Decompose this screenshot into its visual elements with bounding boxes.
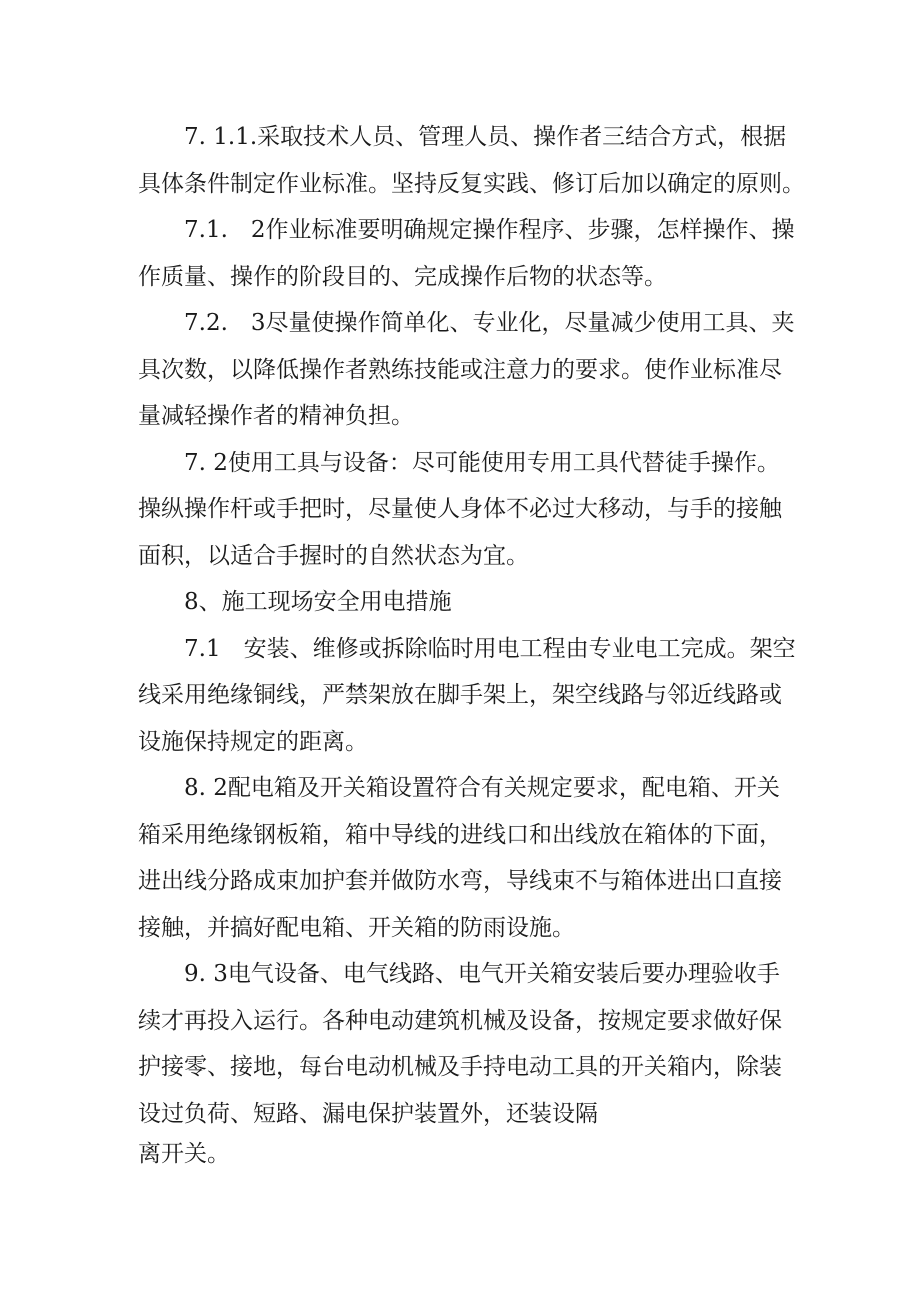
paragraph-7-1-1 <box>138 114 805 207</box>
text-line: 护接零、接地，每台电动机械及手持电动工具的开关箱内，除装 <box>138 1054 782 1080</box>
text-line: 进出线分路成束加护套并做防水弯，导线束不与箱体进出口直接 <box>138 868 782 894</box>
text-line: 离开关。 <box>138 1141 230 1167</box>
text-line: 量减轻操作者的精神负担。 <box>138 403 414 429</box>
text-line: 7.1. 2作业标准要明确规定操作程序、步骤，怎样操作、操 <box>184 217 795 243</box>
section-heading-8 <box>138 579 790 626</box>
paragraph-tail <box>138 1137 790 1171</box>
text-line: 作质量、操作的阶段目的、完成操作后物的状态等。 <box>138 263 667 290</box>
text-line: 续才再投入运行。各种电动建筑机械及设备，按规定要求做好保 <box>138 1007 782 1034</box>
paragraph-7-2-3 <box>138 300 795 440</box>
text-line: 具体条件制定作业标准。坚持反复实践、修订后加以确定的原则。 <box>138 170 805 197</box>
paragraph-9-3 <box>138 951 790 1137</box>
text-line: 线采用绝缘铜线，严禁架放在脚手架上，架空线路与邻近线路或 <box>138 682 782 708</box>
text-line: 设过负荷、短路、漏电保护装置外，还装设隔 <box>138 1100 598 1127</box>
text-line: 7. 2使用工具与设备：尽可能使用专用工具代替徒手操作。 <box>184 449 780 476</box>
document-body <box>138 114 805 1171</box>
paragraph-7-2 <box>138 440 790 580</box>
text-line: 设施保持规定的距离。 <box>138 728 368 755</box>
text-line: 8、施工现场安全用电措施 <box>184 589 452 615</box>
paragraph-7-1-2 <box>138 207 795 300</box>
paragraph-8-2 <box>138 765 790 951</box>
text-line: 具次数，以降低操作者熟练技能或注意力的要求。使作业标准尽 <box>138 356 782 383</box>
paragraph-7-1 <box>138 626 796 766</box>
text-line: 7.1 安装、维修或拆除临时用电工程由专业电工完成。架空 <box>184 635 796 662</box>
text-line: 接触，并搞好配电箱、开关箱的防雨设施。 <box>138 914 575 941</box>
text-line: 7.2. 3尽量使操作简单化、专业化，尽量减少使用工具、夹 <box>184 310 795 336</box>
text-line: 7. 1.1.采取技术人员、管理人员、操作者三结合方式，根据 <box>184 124 787 150</box>
text-line: 8. 2配电箱及开关箱设置符合有关规定要求，配电箱、开关 <box>184 775 780 801</box>
text-line: 面积，以适合手握时的自然状态为宜。 <box>138 542 529 569</box>
text-line: 9. 3电气设备、电气线路、电气开关箱安装后要办理验收手 <box>184 961 780 987</box>
text-line: 箱采用绝缘钢板箱，箱中导线的进线口和出线放在箱体的下面， <box>138 821 782 848</box>
text-line: 操纵操作杆或手把时，尽量使人身体不必过大移动，与手的接触 <box>138 496 782 522</box>
